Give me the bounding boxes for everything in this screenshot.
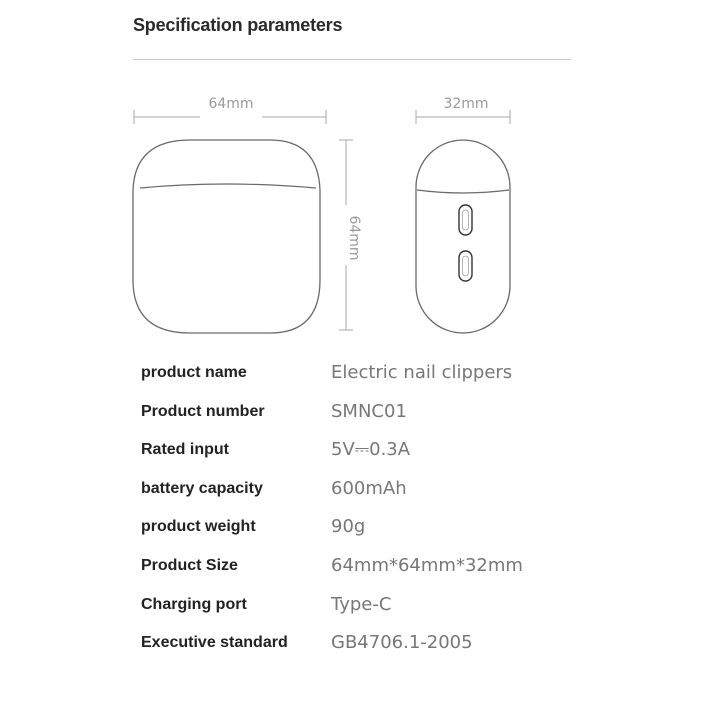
spec-row xyxy=(141,553,581,592)
spec-row xyxy=(141,399,581,438)
spec-value: SMNC01 xyxy=(331,400,407,422)
spec-row xyxy=(141,514,581,553)
spec-row xyxy=(141,592,581,631)
spec-label: Executive standard xyxy=(141,634,288,652)
spec-value: 600mAh xyxy=(331,477,407,499)
front-height-dimension xyxy=(339,140,364,330)
spec-label: Charging port xyxy=(141,595,247,613)
side-view-outline xyxy=(416,140,510,333)
product-dimension-drawing xyxy=(0,0,706,350)
front-width-label: 64mm xyxy=(208,96,254,112)
spec-label: Product Size xyxy=(141,556,238,574)
front-height-label: 64mm xyxy=(346,215,362,261)
front-width-dimension xyxy=(134,96,326,126)
spec-row xyxy=(141,437,581,476)
spec-label: product weight xyxy=(141,518,256,536)
page-title: Specification parameters xyxy=(133,15,343,35)
spec-row xyxy=(141,630,581,669)
side-width-dimension xyxy=(416,96,510,124)
spec-row xyxy=(141,360,581,399)
spec-value: Type-C xyxy=(331,593,392,615)
spec-row xyxy=(141,476,581,515)
spec-label: battery capacity xyxy=(141,479,263,497)
front-view-outline xyxy=(133,140,320,333)
spec-value: GB4706.1-2005 xyxy=(331,632,473,654)
spec-label: product name xyxy=(141,364,247,381)
spec-table xyxy=(141,360,581,669)
spec-value: Electric nail clippers xyxy=(331,362,513,383)
spec-value: 5V⎓0.3A xyxy=(331,439,411,461)
spec-value: 64mm*64mm*32mm xyxy=(331,554,523,576)
spec-label: Product number xyxy=(141,402,265,420)
side-width-label: 32mm xyxy=(443,96,489,112)
spec-label: Rated input xyxy=(141,441,229,459)
spec-value: 90g xyxy=(331,516,366,538)
